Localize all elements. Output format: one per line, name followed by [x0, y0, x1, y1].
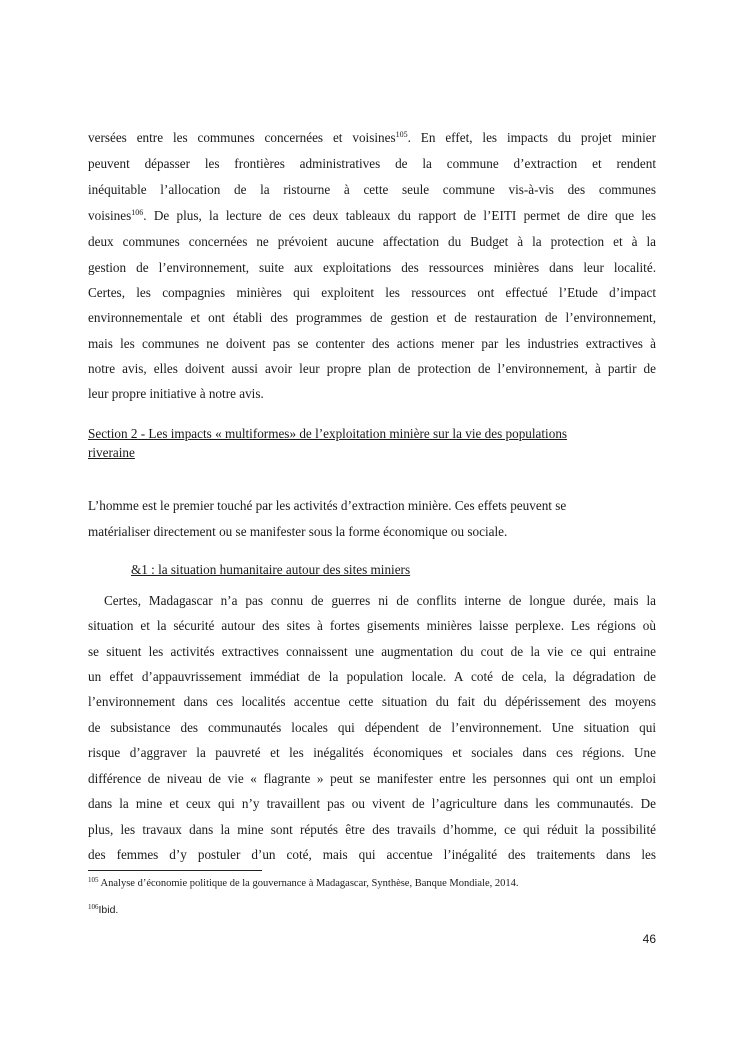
section-heading: riveraine	[88, 445, 135, 460]
paragraph-line: L’homme est le premier touché par les activités d’extraction minière. Ces effets peuvent se	[88, 498, 567, 513]
subsection-heading: &1 : la situation humanitaire autour des sites miniers	[131, 562, 411, 577]
paragraph-line: environnementale et ont établi des programmes de gestion et de restauration de l’environnement,	[88, 310, 656, 325]
footnote-ref[interactable]: 105	[395, 130, 408, 139]
paragraph-line: deux communes concernées ne prévoient aucune affectation du Budget à la protection et à la	[88, 234, 656, 249]
paragraph-line: risque d’aggraver la pauvreté et les inégalités économiques et sociales dans ces régions. Une	[88, 745, 656, 760]
paragraph-line: Certes, les compagnies minières qui exploitent les ressources ont effectué l’Etude d’impact	[88, 285, 656, 300]
paragraph-line: leur propre initiative à notre avis.	[88, 386, 264, 401]
section-heading: Section 2 - Les impacts « multiformes» de l’exploitation minière sur la vie des populations	[88, 426, 568, 441]
paragraph-line: peuvent dépasser les frontières administratives de la commune d’extraction et rendent	[88, 156, 656, 171]
paragraph-line: versées entre les communes concernées et voisines$^{105}$. En effet, les impacts du projet minier	[88, 130, 656, 145]
paragraph-line: inéquitable l’allocation de la ristourne à cette seule commune vis-à-vis des communes	[88, 182, 656, 197]
paragraph-line: plus, les travaux dans la mine sont réputés être des travails d’homme, ce qui réduit la possibilité	[88, 822, 656, 837]
paragraph-line: se situent les activités extractives connaissent une augmentation du cout de la vie ce qui entraine	[88, 644, 656, 659]
paragraph-line: mais les communes ne doivent pas se contenter des actions mener par les industries extractives à	[88, 336, 656, 351]
paragraph-line: différence de niveau de vie « flagrante » peut se manifester entre les personnes qui ont un emploi	[88, 771, 656, 786]
paragraph-line: dans la mine et ceux qui n’y travaillent pas ou vivent de l’agriculture dans les communautés. De	[88, 796, 656, 811]
paragraph-line: voisines$^{106}$. De plus, la lecture de ces deux tableaux du rapport de l’EITI permet de dire que les	[88, 208, 656, 223]
paragraph-line: Certes, Madagascar n’a pas connu de guerres ni de conflits interne de longue durée, mais la	[104, 593, 656, 608]
paragraph-line: l’environnement dans ces localités accentue cette situation du fait du dépérissement des moyens	[88, 694, 656, 709]
paragraph-line: gestion de l’environnement, suite aux exploitations des ressources minières dans leur localité.	[88, 260, 656, 275]
paragraph-line: un effet d’appauvrissement immédiat de la population locale. A coté de cela, la dégradation de	[88, 669, 656, 684]
paragraph-line: de subsistance des communautés locales qui dépendent de l’environnement. Une situation qui	[88, 720, 656, 735]
paragraph-line: matérialiser directement ou se manifester sous la forme économique ou sociale.	[88, 524, 508, 539]
paragraph-line: situation et la sécurité autour des sites à fortes gisements minières laisse perplexe. Les régions où	[88, 618, 656, 633]
footnote-separator	[88, 870, 262, 871]
footnote: $^{105}$ Analyse d’économie politique de la gouvernance à Madagascar, Synthèse, Banque Mondiale, 2014.	[88, 876, 519, 889]
page-number: 46	[642, 932, 656, 946]
paragraph-line: des femmes d’y postuler d’un coté, mais qui accentue l’inégalité des traitements dans les	[88, 847, 656, 862]
footnote-ref[interactable]: 106	[131, 208, 144, 217]
footnote: $^{106}$Ibid.	[88, 903, 119, 916]
paragraph-line: notre avis, elles doivent aussi avoir leur propre plan de protection de l’environnement, à partir de	[88, 361, 656, 376]
